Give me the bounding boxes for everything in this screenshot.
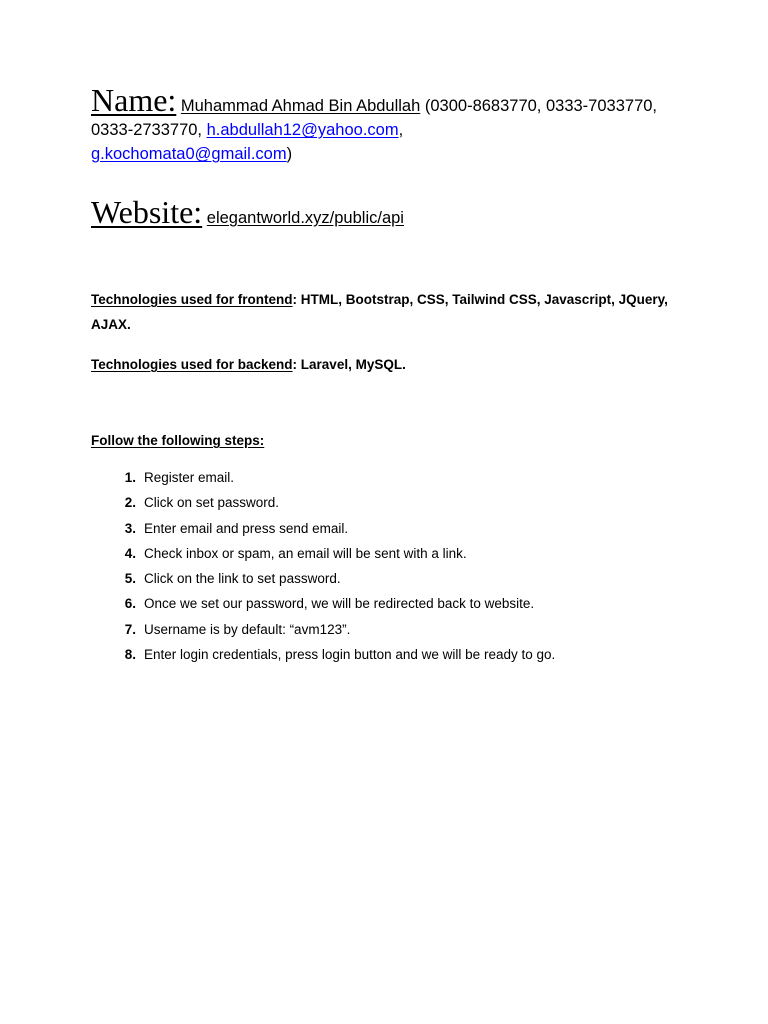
list-item xyxy=(91,642,555,667)
email-link-yahoo[interactable]: h.abdullah12@yahoo.com xyxy=(206,121,399,139)
full-name: Muhammad Ahmad Bin Abdullah xyxy=(180,97,421,115)
steps-heading xyxy=(91,428,264,453)
list-item xyxy=(91,566,555,591)
step-number: 3. xyxy=(124,520,136,536)
step-number: 6. xyxy=(124,596,136,612)
backend-technologies xyxy=(91,352,406,377)
step-number: 7. xyxy=(124,621,136,637)
backend-label: Technologies used for backend xyxy=(91,357,293,372)
steps-list xyxy=(91,465,555,667)
list-item xyxy=(91,591,555,616)
step-text: Register email. xyxy=(144,470,235,485)
document-page xyxy=(91,82,681,663)
website-block xyxy=(91,194,404,231)
frontend-technologies xyxy=(91,287,691,337)
contact-close-paren: ) xyxy=(286,145,293,163)
email-separator: , xyxy=(398,121,404,139)
email-link-gmail[interactable]: g.kochomata0@gmail.com xyxy=(91,145,287,163)
list-item xyxy=(91,541,555,566)
frontend-value: : HTML, Bootstrap, CSS, Tailwind CSS, Javascript, JQuery, AJAX. xyxy=(91,292,668,332)
list-item xyxy=(91,465,555,490)
list-item xyxy=(91,516,555,541)
step-number: 4. xyxy=(124,545,136,561)
step-number: 1. xyxy=(124,470,136,485)
name-block xyxy=(91,82,681,166)
website-label: Website: xyxy=(91,194,203,230)
website-url[interactable]: elegantworld.xyz/public/api xyxy=(206,209,404,227)
step-number: 2. xyxy=(124,495,136,511)
step-text: Check inbox or spam, an email will be sent with a link. xyxy=(144,545,467,561)
frontend-label: Technologies used for frontend xyxy=(91,292,293,307)
step-number: 5. xyxy=(124,571,136,587)
step-text: Enter login credentials, press login button and we will be ready to go. xyxy=(144,647,556,663)
backend-value: : Laravel, MySQL. xyxy=(292,357,406,372)
step-text: Click on set password. xyxy=(144,495,280,511)
steps-heading-text: Follow the following steps: xyxy=(91,433,265,448)
name-label: Name: xyxy=(91,82,177,118)
step-text: Username is by default: “avm123”. xyxy=(144,621,351,637)
list-item xyxy=(91,490,555,515)
step-text: Click on the link to set password. xyxy=(144,571,341,587)
step-number: 8. xyxy=(124,647,136,663)
phone-numbers: (0300-8683770, 0333-7033770, 0333-2733770, xyxy=(91,97,658,139)
step-text: Once we set our password, we will be redirected back to website. xyxy=(144,596,535,612)
list-item xyxy=(91,617,555,642)
step-text: Enter email and press send email. xyxy=(144,520,349,536)
